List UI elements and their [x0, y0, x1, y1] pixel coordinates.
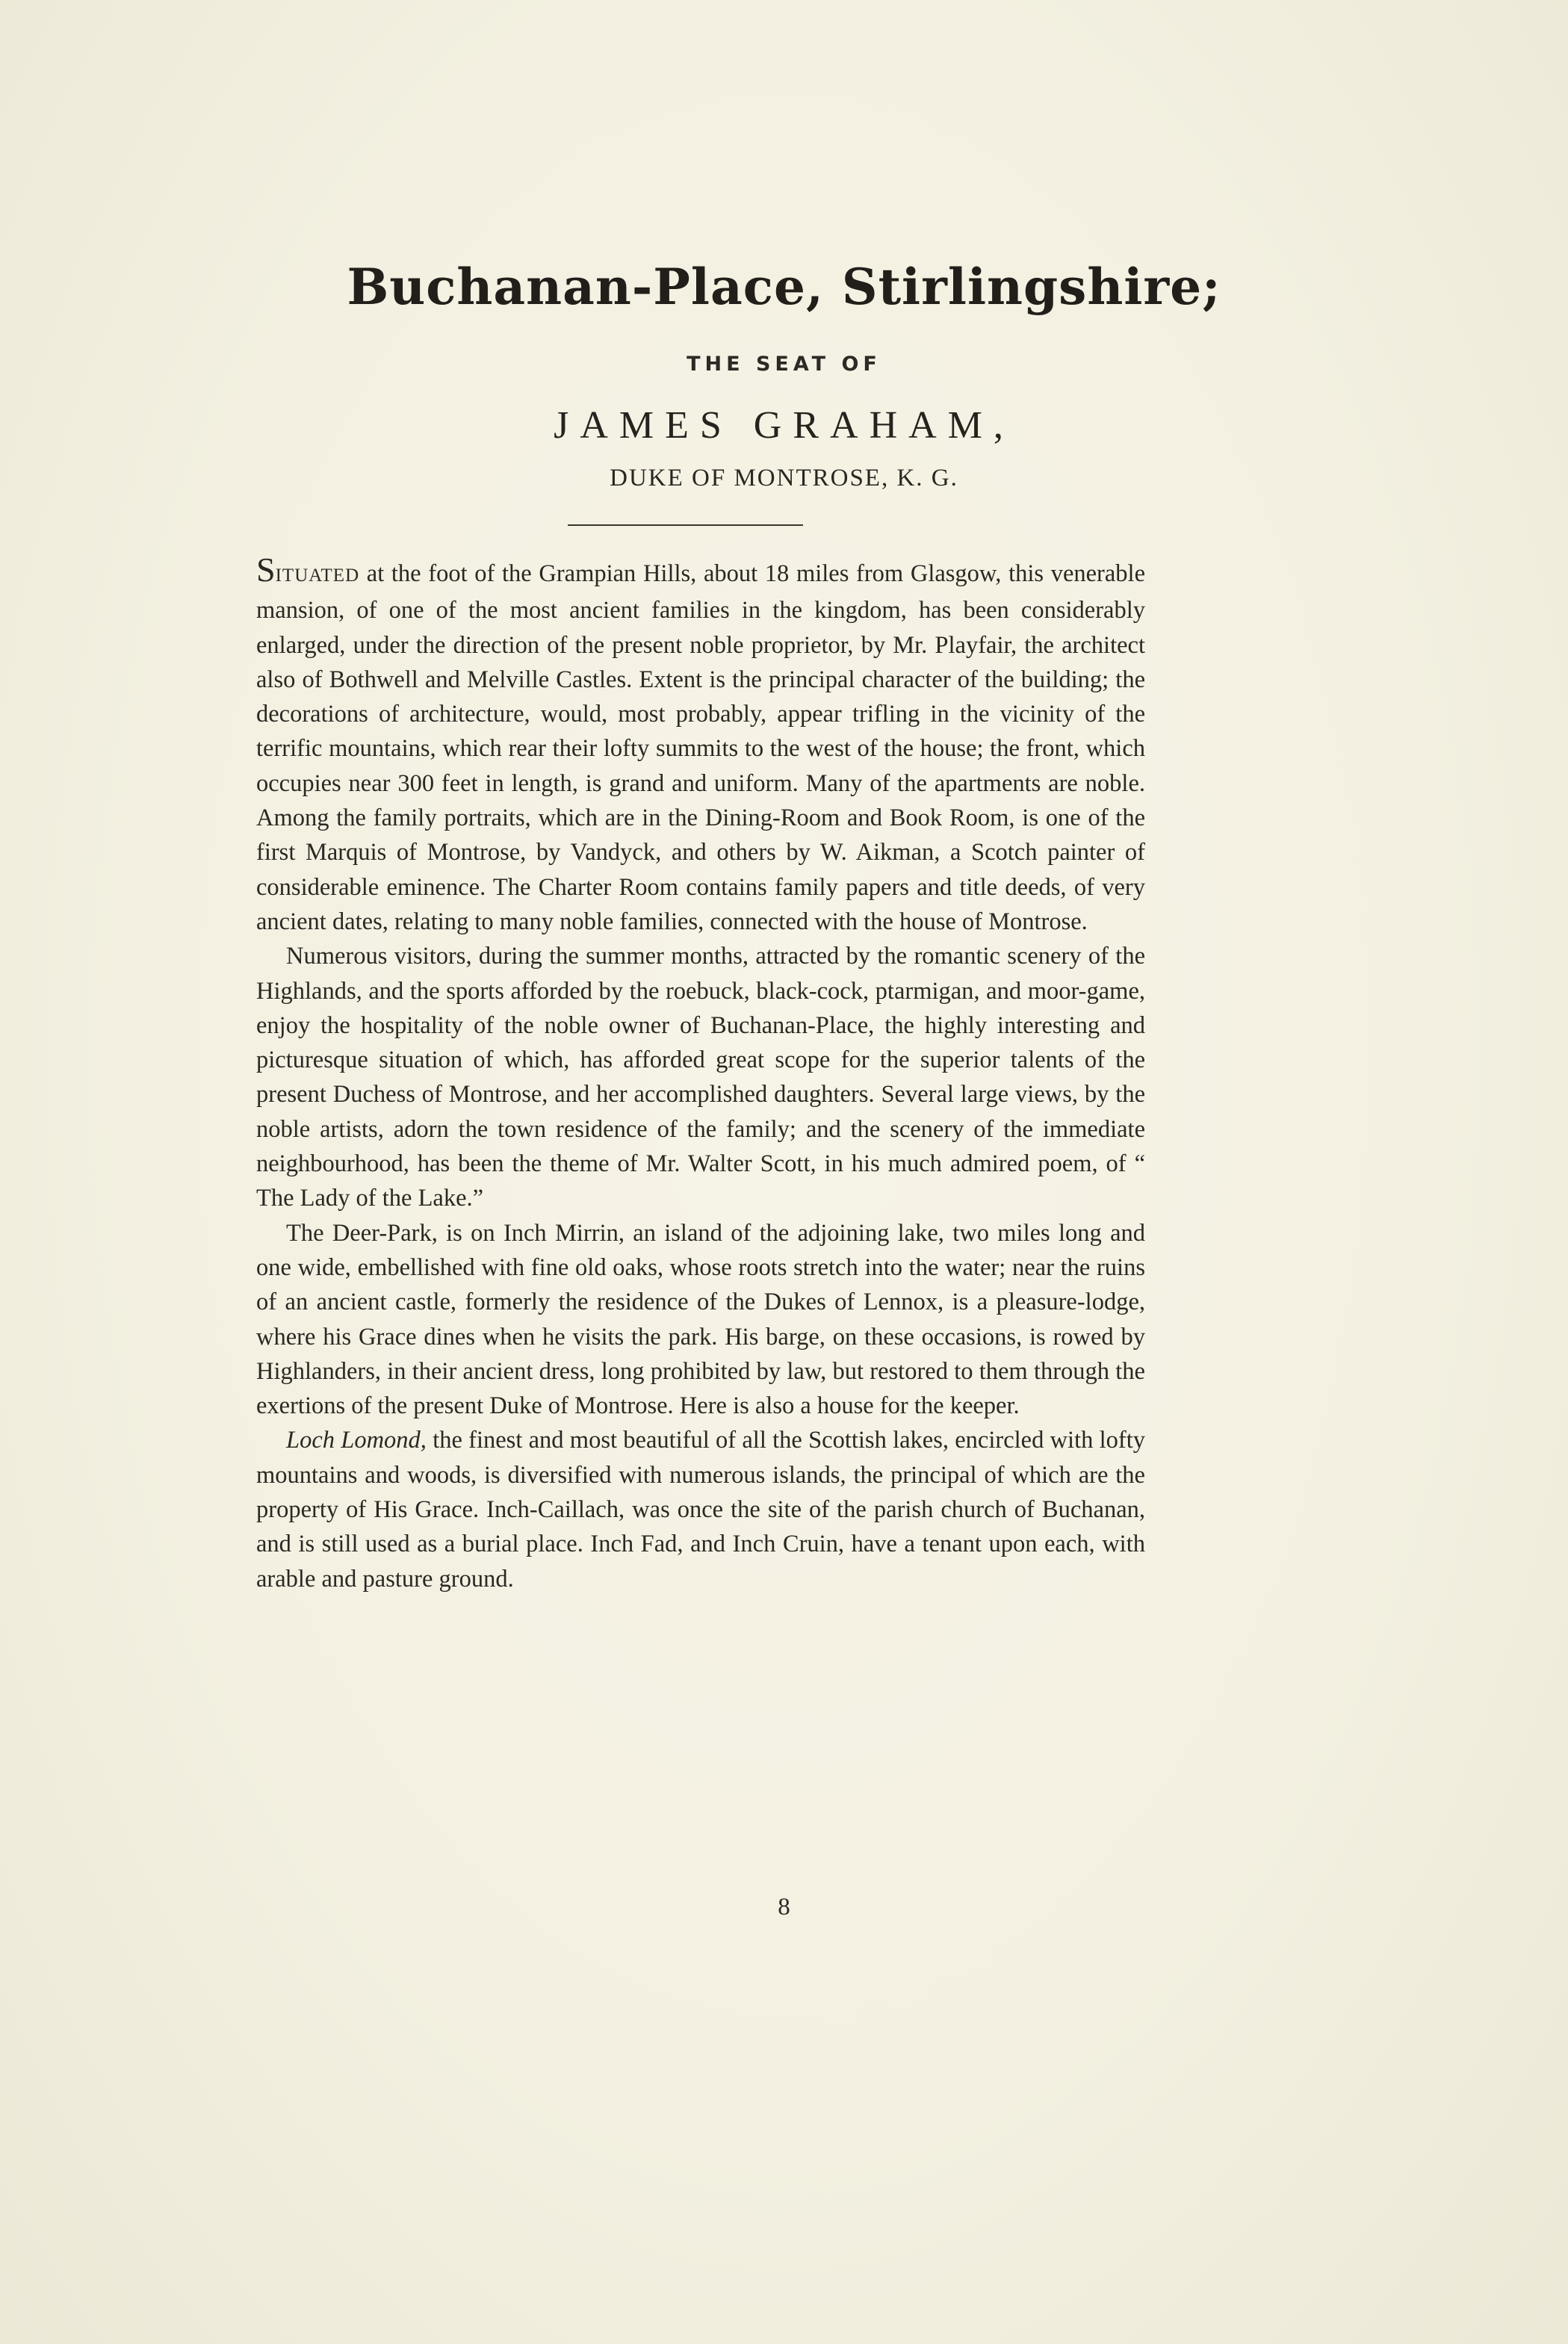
drop-cap: S [256, 551, 276, 589]
paragraph-1 [256, 553, 1145, 939]
title-divider [568, 524, 803, 526]
page-number: 8 [778, 1894, 790, 1920]
paragraph-4-text: the finest and most beautiful of all the Scottish lakes, encircled with lofty mountains and woods, is diversified with numerous islands, the principal of which are the property of His Grace. Inch-Caillach, was once the site of the parish church of Buchanan, and is still used as a burial place. Inch Fad, and Inch Cruin, have a tenant upon each, with arable and pasture ground. [256, 1427, 1145, 1593]
paragraph-4 [256, 1423, 1145, 1596]
page-title: Buchanan-Place, Stirlingshire; [347, 258, 1221, 316]
owner-title: DUKE OF MONTROSE, K. G. [610, 465, 958, 492]
body-text [256, 553, 1145, 1596]
small-caps-opening: ITUATED [275, 565, 360, 586]
paragraph-1-text: at the foot of the Grampian Hills, about 18 miles from Glasgow, this venerable mansion, of one of the most ancient families in the kingdom, has been considerably enlarged, under the direction of the present noble proprietor, by Mr. Playfair, the architect also of Bothwell and Melville Castles. Extent is the principal character of the building; the decorations of architecture, would, most probably, appear trifling in the vicinity of the terrific mountains, which rear their lofty summits to the west of the house; the front, which occupies near 300 feet in length, is grand and uniform. Many of the apartments are noble. Among the family portraits, which are in the Dining-Room and Book Room, is one of the first Marquis of Montrose, by Vandyck, and others by W. Aikman, a Scotch painter of considerable eminence. The Charter Room contains family papers and title deeds, of very ancient dates, relating to many noble families, connected with the house of Montrose. [256, 560, 1145, 935]
paragraph-3: The Deer-Park, is on Inch Mirrin, an island of the adjoining lake, two miles long and one wide, embellished with fine old oaks, whose roots stretch into the water; near the ruins of an ancient castle, formerly the residence of the Dukes of Lennox, is a pleasure-lodge, where his Grace dines when he visits the park. His barge, on these occasions, is rowed by Highlanders, in their ancient dress, long prohibited by law, but restored to them through the exertions of the present Duke of Montrose. Here is also a house for the keeper. [256, 1219, 1145, 1420]
paragraph-2: Numerous visitors, during the summer months, attracted by the romantic scenery of the Highlands, and the sports afforded by the roebuck, black-cock, ptarmigan, and moor-game, enjoy the hospitality of the noble owner of Buchanan-Place, the highly interesting and picturesque situation of which, has afforded great scope for the superior talents of the present Duchess of Montrose, and her accomplished daughters. Several large views, by the noble artists, adorn the town residence of the family; and the scenery of the immediate neighbourhood, has been the theme of Mr. Walter Scott, in his much admired poem, of “ The Lady of the Lake.” [256, 943, 1145, 1212]
loch-lomond-italic: Loch Lomond, [286, 1427, 427, 1454]
seat-line: THE SEAT OF [687, 353, 881, 376]
owner-name: JAMES GRAHAM, [554, 404, 1014, 447]
